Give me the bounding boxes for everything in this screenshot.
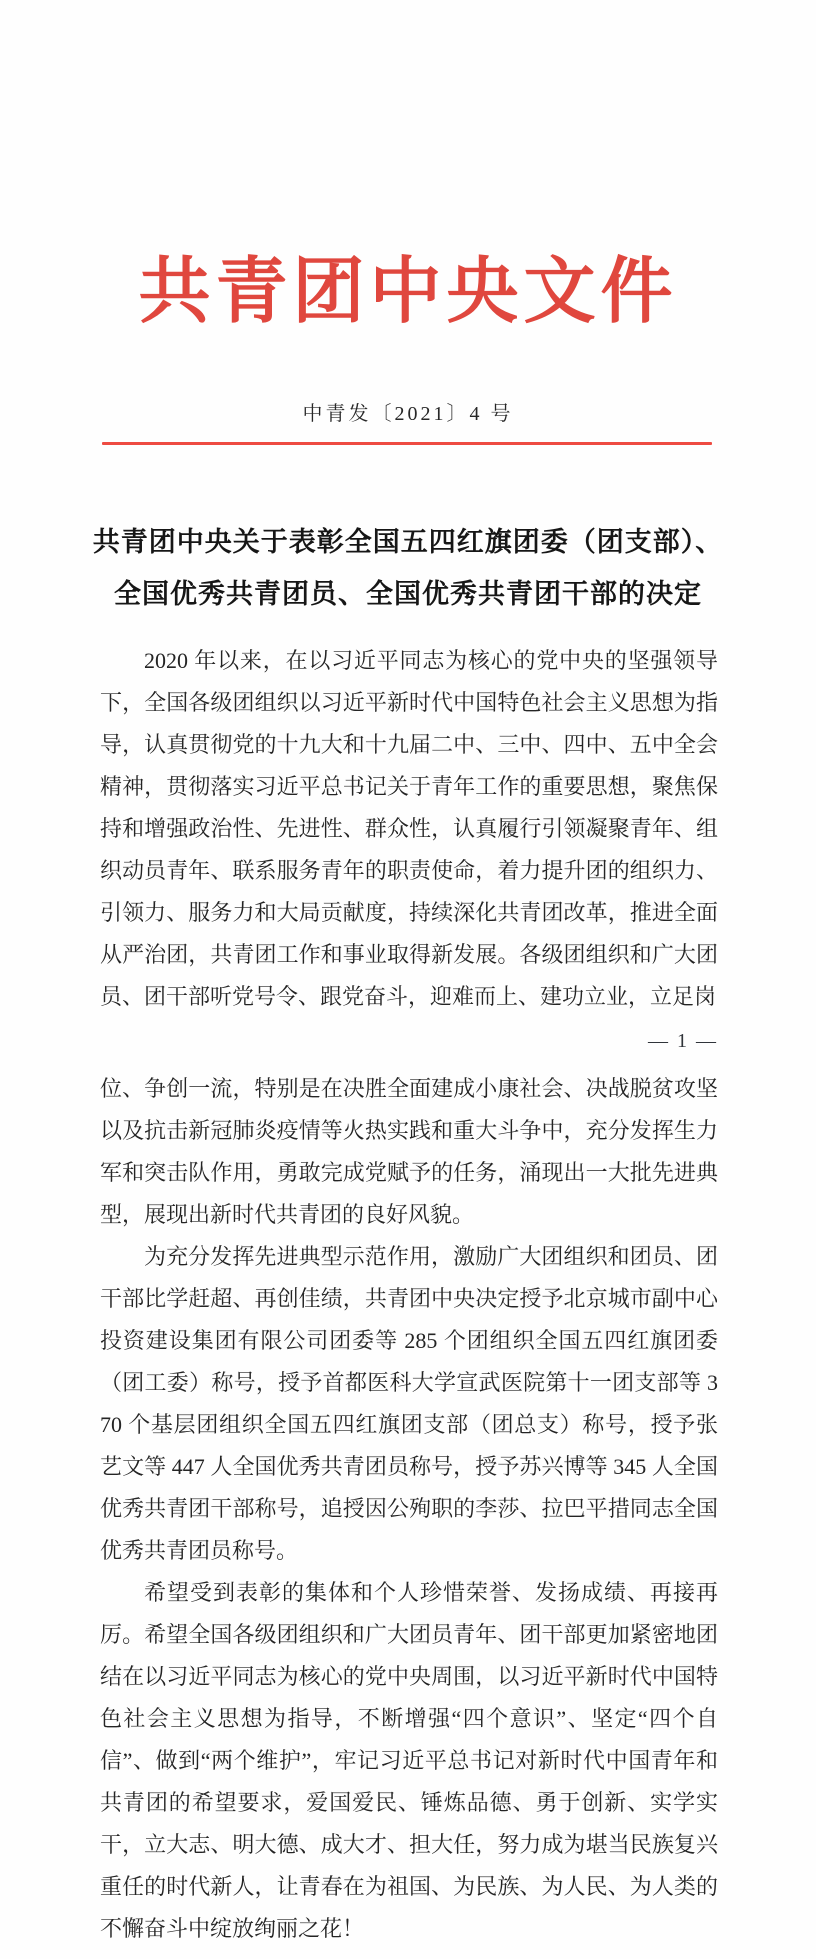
document-number: 中青发〔2021〕4 号 [302,403,514,425]
document-title-line1: 共青团中央关于表彰全国五四红旗团委（团支部）、 [92,527,724,557]
document-title [60,516,756,620]
red-divider-rule [102,442,712,445]
page-number: — 1 — [648,1030,718,1052]
body-text-page2 [100,1068,718,1950]
paragraph-1-part2: 位、争创一流，特别是在决胜全面建成小康社会、决战脱贫攻坚以及抗击新冠肺炎疫情等火热实践和重大斗争中，充分发挥生力军和突击队作用，勇敢完成党赋予的任务，涌现出一大批先进典型，展现出新时代共青团的良好风貌。 [100,1076,718,1227]
paragraph-2: 为充分发挥先进典型示范作用，激励广大团组织和团员、团干部比学赶超、再创佳绩，共青团中央决定授予北京城市副中心投资建设集团有限公司团委等 285 个团组织全国五四红旗团委（团工委）称号，授予首都医科大学宣武医院第十一团支部等 370 个基层团组织全国五四红旗团支部（团总支）称号，授予张艺文等 447 人全国优秀共青团员称号，授予苏兴博等 345 人全国优秀共青团干部称号，追授因公殉职的李莎、拉巴平措同志全国优秀共青团员称号。 [100,1244,718,1563]
body-text-page1 [100,640,718,1018]
document-title-line2: 全国优秀共青团员、全国优秀共青团干部的决定 [114,579,702,609]
paragraph-3: 希望受到表彰的集体和个人珍惜荣誉、发扬成绩、再接再厉。希望全国各级团组织和广大团员青年、团干部更加紧密地团结在以习近平同志为核心的党中央周围，以习近平新时代中国特色社会主义思想为指导，不断增强“四个意识”、坚定“四个自信”、做到“两个维护”，牢记习近平总书记对新时代中国青年和共青团的希望要求，爱国爱民、锤炼品德、勇于创新、实学实干，立大志、明大德、成大才、担大任，努力成为堪当民族复兴重任的时代新人，让青春在为祖国、为民族、为人民、为人类的不懈奋斗中绽放绚丽之花！ [100,1580,718,1941]
document-masthead: 共青团中央文件 [138,252,678,332]
paragraph-1-part1: 2020 年以来，在以习近平同志为核心的党中央的坚强领导下，全国各级团组织以习近平新时代中国特色社会主义思想为指导，认真贯彻党的十九大和十九届二中、三中、四中、五中全会精神，贯彻落实习近平总书记关于青年工作的重要思想，聚焦保持和增强政治性、先进性、群众性，认真履行引领凝聚青年、组织动员青年、联系服务青年的职责使命，着力提升团的组织力、引领力、服务力和大局贡献度，持续深化共青团改革，推进全面从严治团，共青团工作和事业取得新发展。各级团组织和广大团员、团干部听党号令、跟党奋斗，迎难而上、建功立业，立足岗 [100,648,718,1009]
